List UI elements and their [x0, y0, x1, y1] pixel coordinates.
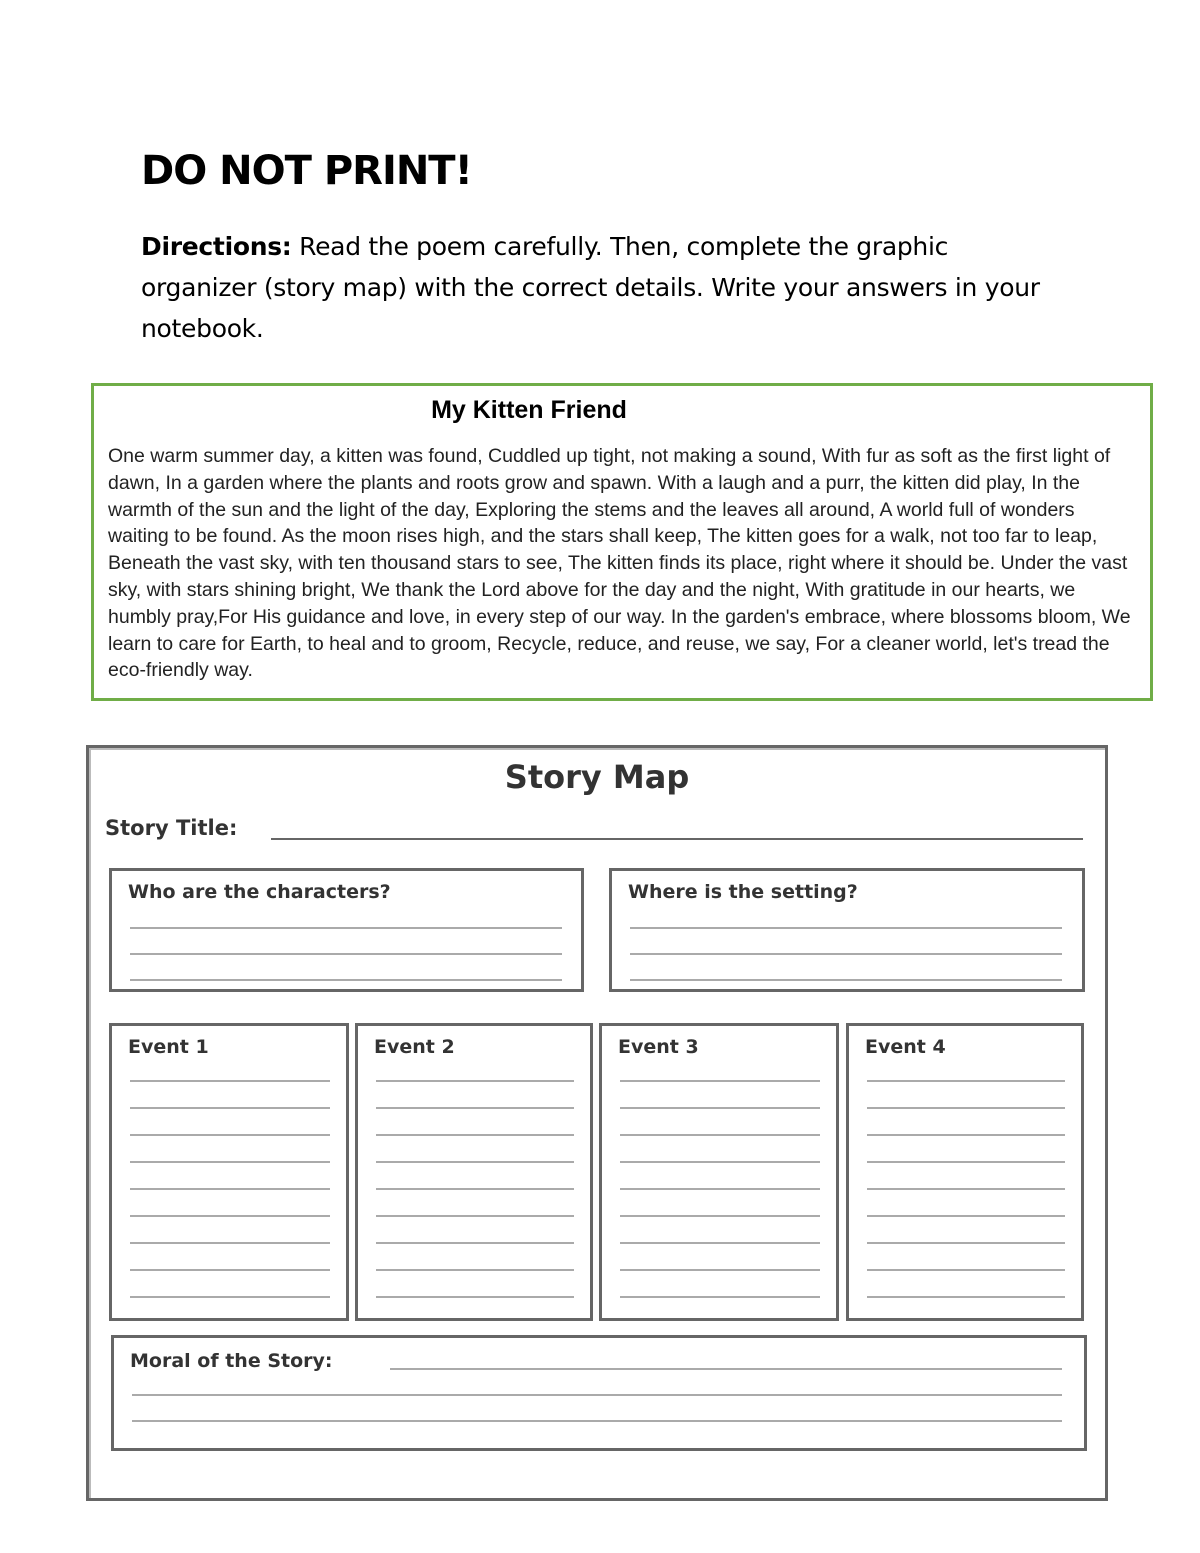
directions	[141, 226, 1041, 349]
answer-line	[867, 1188, 1065, 1190]
answer-line	[620, 1161, 820, 1163]
answer-line	[132, 1394, 1062, 1396]
answer-line	[376, 1107, 574, 1109]
answer-line	[867, 1296, 1065, 1298]
answer-line	[867, 1242, 1065, 1244]
answer-line	[130, 953, 562, 955]
answer-line	[130, 1215, 330, 1217]
answer-line	[376, 1134, 574, 1136]
event-2-box	[355, 1023, 593, 1321]
answer-line	[620, 1134, 820, 1136]
answer-line	[620, 1188, 820, 1190]
answer-line	[867, 1134, 1065, 1136]
answer-line	[390, 1368, 1062, 1370]
answer-line	[376, 1242, 574, 1244]
event-1-box	[109, 1023, 349, 1321]
characters-label: Who are the characters?	[128, 881, 391, 903]
moral-label: Moral of the Story:	[130, 1350, 333, 1372]
answer-line	[130, 1080, 330, 1082]
directions-text: Read the poem carefully. Then, complete the graphic organizer (story map) with the correct details. Write your answers in your notebook.	[141, 232, 1040, 343]
answer-line	[130, 1161, 330, 1163]
moral-box	[111, 1335, 1087, 1451]
answer-line	[867, 1161, 1065, 1163]
answer-line	[620, 1296, 820, 1298]
event-1-label: Event 1	[128, 1036, 209, 1058]
story-title-line	[271, 838, 1083, 840]
answer-line	[630, 979, 1062, 981]
answer-line	[867, 1215, 1065, 1217]
answer-line	[620, 1269, 820, 1271]
answer-line	[867, 1107, 1065, 1109]
event-3-label: Event 3	[618, 1036, 699, 1058]
answer-line	[376, 1215, 574, 1217]
answer-line	[130, 1188, 330, 1190]
characters-box	[109, 868, 584, 992]
answer-line	[376, 1080, 574, 1082]
answer-line	[130, 1134, 330, 1136]
setting-label: Where is the setting?	[628, 881, 858, 903]
page-title: DO NOT PRINT!	[141, 148, 472, 194]
story-map-worksheet	[86, 745, 1108, 1501]
answer-line	[620, 1215, 820, 1217]
answer-line	[376, 1188, 574, 1190]
poem-title: My Kitten Friend	[431, 396, 627, 424]
answer-line	[867, 1269, 1065, 1271]
answer-line	[130, 1242, 330, 1244]
directions-label: Directions:	[141, 232, 292, 261]
answer-line	[376, 1161, 574, 1163]
answer-line	[130, 1269, 330, 1271]
answer-line	[620, 1080, 820, 1082]
event-4-box	[846, 1023, 1084, 1321]
answer-line	[132, 1420, 1062, 1422]
event-2-label: Event 2	[374, 1036, 455, 1058]
answer-line	[130, 979, 562, 981]
event-3-box	[599, 1023, 839, 1321]
answer-line	[867, 1080, 1065, 1082]
event-4-label: Event 4	[865, 1036, 946, 1058]
poem-text: One warm summer day, a kitten was found, Cuddled up tight, not making a sound, With fur as soft as the first light of dawn, In a garden where the plants and roots grow and spawn. With a laugh and a purr, the kitten did play, In the warmth of the sun and the light of the day, Exploring the stems and the leaves all around, A world full of wonders waiting to be found. As the moon rises high, and the stars shall keep, The kitten goes for a walk, not too far to leap, Beneath the vast sky, with ten thousand stars to see, The kitten finds its place, right where it should be. Under the vast sky, with stars shining bright, We thank the Lord above for the day and the night, With gratitude in our hearts, we humbly pray,For His guidance and love, in every step of our way. In the garden's embrace, where blossoms bloom, We learn to care for Earth, to heal and to groom, Recycle, reduce, and reuse, we say, For a cleaner world, let's tread the eco-friendly way.	[108, 445, 1131, 682]
setting-box	[609, 868, 1085, 992]
answer-line	[620, 1107, 820, 1109]
answer-line	[130, 1107, 330, 1109]
poem-box	[91, 383, 1153, 701]
answer-line	[376, 1269, 574, 1271]
answer-line	[130, 1296, 330, 1298]
answer-line	[630, 953, 1062, 955]
answer-line	[630, 927, 1062, 929]
story-title-label: Story Title:	[105, 816, 238, 840]
answer-line	[620, 1242, 820, 1244]
story-map-heading: Story Map	[504, 758, 690, 796]
answer-line	[376, 1296, 574, 1298]
answer-line	[130, 927, 562, 929]
